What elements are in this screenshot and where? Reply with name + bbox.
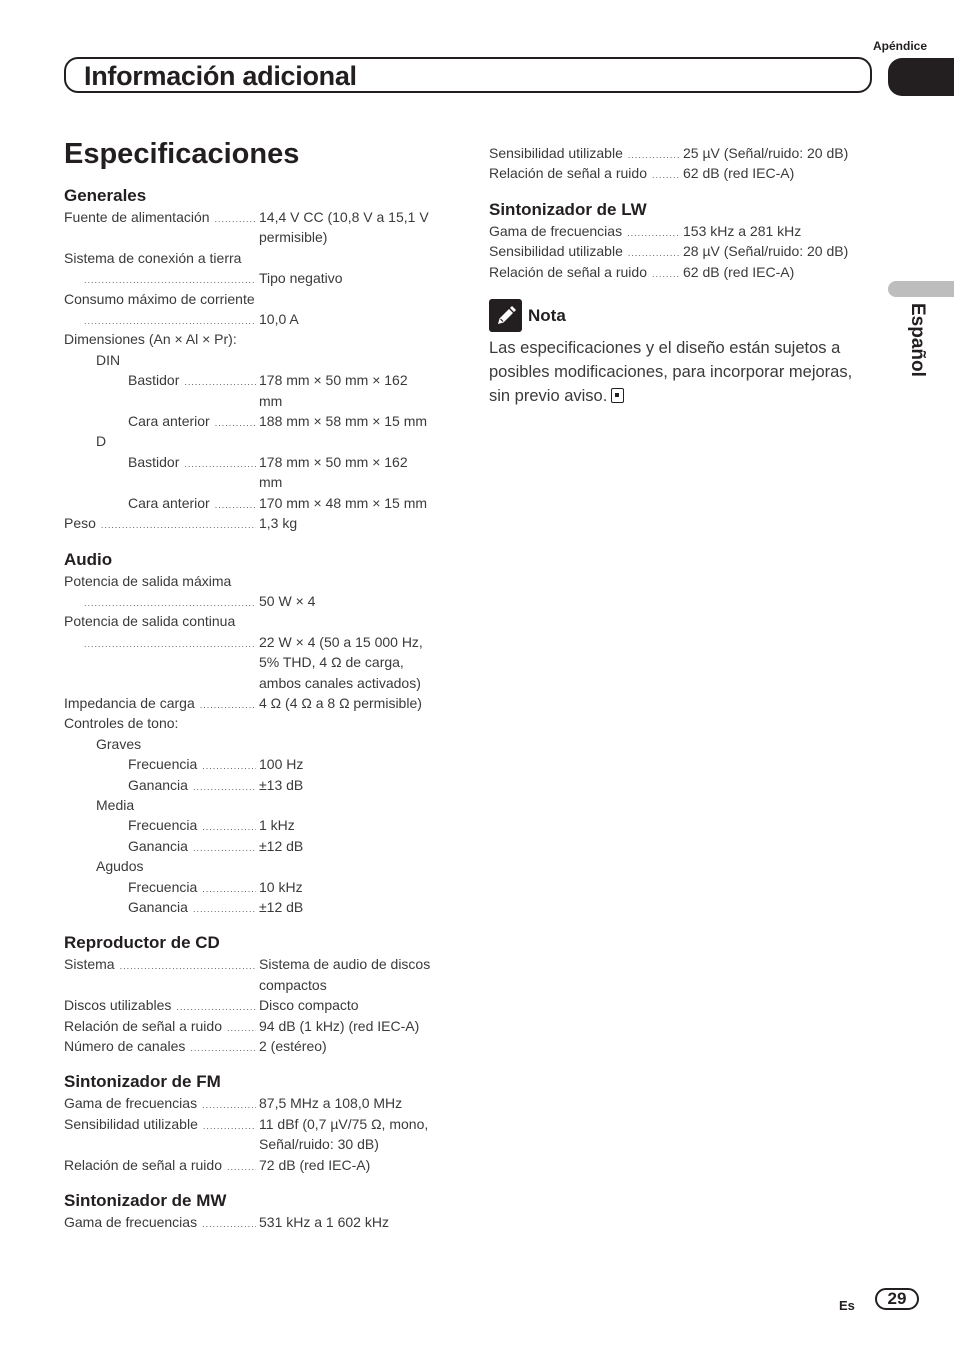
- spec-row: [64, 472, 452, 492]
- spec-row: [64, 571, 452, 591]
- spec-row: [64, 1212, 452, 1232]
- spec-row: [64, 673, 452, 693]
- spec-value: mm: [259, 474, 283, 491]
- language-tab: [888, 281, 954, 297]
- section-heading: Reproductor de CD: [64, 933, 220, 953]
- spec-value: Sistema de audio de discos: [259, 956, 431, 973]
- spec-value: 153 kHz a 281 kHz: [683, 222, 802, 239]
- spec-value: Disco compacto: [259, 997, 359, 1014]
- spec-value: 62 dB (red IEC-A): [683, 165, 795, 182]
- spec-value: ambos canales activados): [259, 674, 421, 691]
- spec-label: Relación de señal a ruido: [64, 1156, 222, 1173]
- spec-value: mm: [259, 392, 283, 409]
- spec-row: [64, 309, 452, 329]
- spec-row: [64, 954, 452, 974]
- spec-row: [64, 268, 452, 288]
- spec-row: [64, 632, 452, 652]
- right-column: [489, 143, 861, 408]
- spec-label: Potencia de salida continua: [64, 613, 236, 630]
- spec-value: 50 W × 4: [259, 592, 316, 609]
- spec-label: Sistema de conexión a tierra: [64, 249, 242, 266]
- spec-row: [489, 143, 861, 163]
- spec-label: DIN: [96, 351, 121, 368]
- spec-row: [64, 591, 452, 611]
- spec-value: 531 kHz a 1 602 kHz: [259, 1214, 389, 1231]
- spec-label: Relación de señal a ruido: [489, 263, 647, 280]
- spec-label: Frecuencia: [128, 817, 198, 834]
- spec-value: 25 µV (Señal/ruido: 20 dB): [683, 145, 849, 161]
- spec-value: 10,0 A: [259, 311, 299, 328]
- spec-row: [64, 329, 452, 349]
- spec-value: 5% THD, 4 Ω de carga,: [259, 654, 404, 671]
- spec-label: D: [96, 433, 107, 450]
- spec-label: Frecuencia: [128, 756, 198, 773]
- spec-value: 1,3 kg: [259, 515, 298, 532]
- spec-label: Relación de señal a ruido: [64, 1017, 222, 1034]
- spec-value: 14,4 V CC (10,8 V a 15,1 V: [259, 209, 429, 225]
- spec-label: Ganancia: [128, 776, 188, 793]
- spec-value: ±13 dB: [259, 776, 304, 793]
- spec-label: Fuente de alimentación: [64, 209, 210, 225]
- spec-label: Media: [96, 796, 135, 813]
- spec-label: Cara anterior: [128, 494, 210, 511]
- spec-row: [64, 1016, 452, 1036]
- spec-value: 10 kHz: [259, 878, 303, 895]
- section-heading: Sintonizador de MW: [64, 1191, 227, 1211]
- spec-row: [64, 207, 452, 227]
- spec-label: Agudos: [96, 858, 144, 875]
- spec-value: permisible): [259, 229, 328, 246]
- spec-label: Impedancia de carga: [64, 694, 195, 711]
- spec-row: [64, 452, 452, 472]
- spec-row: [64, 734, 452, 754]
- spec-row: [64, 513, 452, 533]
- spec-row: [64, 795, 452, 815]
- spec-label: Relación de señal a ruido: [489, 165, 647, 182]
- spec-row: [64, 411, 452, 431]
- spec-value: 1 kHz: [259, 817, 295, 834]
- spec-row: [64, 227, 452, 247]
- spec-row: [64, 897, 452, 917]
- page-title: Especificaciones: [64, 138, 300, 170]
- footer-language-code: Es: [839, 1298, 855, 1313]
- pencil-icon: [489, 299, 522, 332]
- section-heading: Sintonizador de LW: [489, 199, 647, 219]
- spec-value: ±12 dB: [259, 837, 304, 854]
- left-column: [64, 184, 452, 1246]
- spec-label: Sensibilidad utilizable: [489, 145, 623, 161]
- spec-label: Discos utilizables: [64, 997, 172, 1014]
- spec-label: Cara anterior: [128, 413, 210, 430]
- spec-value: 178 mm × 50 mm × 162: [259, 453, 408, 470]
- spec-value: 94 dB (1 kHz) (red IEC-A): [259, 1017, 420, 1034]
- spec-value: 100 Hz: [259, 756, 304, 773]
- spec-row: [64, 877, 452, 897]
- spec-value: ±12 dB: [259, 899, 304, 915]
- spec-row: [64, 1093, 452, 1113]
- spec-value: Tipo negativo: [259, 270, 343, 287]
- spec-row: [489, 221, 861, 241]
- section-header: [64, 57, 872, 93]
- spec-value: compactos: [259, 976, 327, 993]
- spec-row: [64, 611, 452, 631]
- side-language: [898, 303, 928, 393]
- spec-label: Sensibilidad utilizable: [64, 1115, 198, 1132]
- spec-label: Gama de frecuencias: [489, 222, 623, 239]
- spec-row: [64, 975, 452, 995]
- spec-value: 28 µV (Señal/ruido: 20 dB): [683, 243, 849, 260]
- note-text: Las especificaciones y el diseño están sujetos a posibles modificaciones, para incorporar mejoras, sin previo aviso.: [489, 339, 853, 406]
- spec-label: Gama de frecuencias: [64, 1214, 198, 1231]
- spec-row: [64, 856, 452, 876]
- spec-label: Gama de frecuencias: [64, 1095, 198, 1112]
- spec-value: 4 Ω (4 Ω a 8 Ω permisible): [259, 694, 422, 711]
- section-generales: [64, 184, 452, 534]
- spec-label: Dimensiones (An × Al × Pr):: [64, 331, 237, 348]
- spec-row: [64, 350, 452, 370]
- spec-value: 170 mm × 48 mm × 15 mm: [259, 494, 428, 511]
- section-mw-continued: [489, 143, 861, 184]
- spec-value: 62 dB (red IEC-A): [683, 263, 795, 280]
- side-language-label: Español: [907, 303, 928, 377]
- section-audio: [64, 548, 452, 918]
- spec-label: Bastidor: [128, 453, 180, 470]
- section-cd: [64, 931, 452, 1056]
- section-heading: Generales: [64, 186, 147, 205]
- spec-row: [64, 431, 452, 451]
- spec-row: [64, 775, 452, 795]
- spec-row: [64, 995, 452, 1015]
- spec-value: 178 mm × 50 mm × 162: [259, 372, 408, 389]
- note-title: Nota: [528, 305, 566, 325]
- section-mw: [64, 1189, 452, 1232]
- spec-row: [489, 262, 861, 282]
- spec-label: Ganancia: [128, 837, 188, 854]
- spec-row: [64, 248, 452, 268]
- spec-label: Consumo máximo de corriente: [64, 290, 255, 307]
- spec-row: [64, 1134, 452, 1154]
- spec-label: Sistema: [64, 956, 115, 973]
- spec-value: 87,5 MHz a 108,0 MHz: [259, 1095, 403, 1112]
- spec-row: [64, 652, 452, 672]
- section-heading: Audio: [64, 549, 113, 569]
- spec-label: Sensibilidad utilizable: [489, 243, 623, 260]
- spec-row: [64, 815, 452, 835]
- section-lw: [489, 198, 861, 282]
- spec-row: [64, 370, 452, 390]
- spec-row: [64, 836, 452, 856]
- spec-label: Número de canales: [64, 1038, 186, 1055]
- appendix-label: Apéndice: [872, 39, 927, 53]
- spec-value: 11 dBf (0,7 µV/75 Ω, mono,: [259, 1115, 429, 1132]
- spec-label: Bastidor: [128, 372, 180, 389]
- spec-row: [64, 713, 452, 733]
- spec-value: 188 mm × 58 mm × 15 mm: [259, 413, 428, 430]
- spec-label: Frecuencia: [128, 878, 198, 895]
- spec-row: [64, 1114, 452, 1134]
- note-body: [489, 336, 861, 408]
- section-title: Información adicional: [84, 61, 357, 91]
- spec-label: Graves: [96, 735, 142, 752]
- section-heading: Sintonizador de FM: [64, 1072, 221, 1092]
- spec-row: [64, 289, 452, 309]
- spec-value: 22 W × 4 (50 a 15 000 Hz,: [259, 633, 423, 650]
- spec-label: Peso: [64, 515, 96, 532]
- spec-row: [64, 493, 452, 513]
- spec-row: [489, 241, 861, 261]
- note-header: [489, 299, 861, 332]
- spec-row: [64, 1155, 452, 1175]
- end-mark-icon: [611, 388, 624, 403]
- spec-label: Controles de tono:: [64, 715, 179, 732]
- spec-value: 2 (estéreo): [259, 1038, 327, 1055]
- spec-row: [64, 754, 452, 774]
- spec-value: 72 dB (red IEC-A): [259, 1156, 371, 1173]
- spec-row: [489, 163, 861, 183]
- spec-row: [64, 391, 452, 411]
- spec-row: [64, 693, 452, 713]
- spec-label: Potencia de salida máxima: [64, 572, 232, 589]
- page-number: 29: [875, 1288, 919, 1310]
- chapter-tab: [888, 58, 954, 96]
- spec-value: Señal/ruido: 30 dB): [259, 1136, 379, 1153]
- section-fm: [64, 1070, 452, 1175]
- spec-row: [64, 1036, 452, 1056]
- spec-label: Ganancia: [128, 899, 188, 915]
